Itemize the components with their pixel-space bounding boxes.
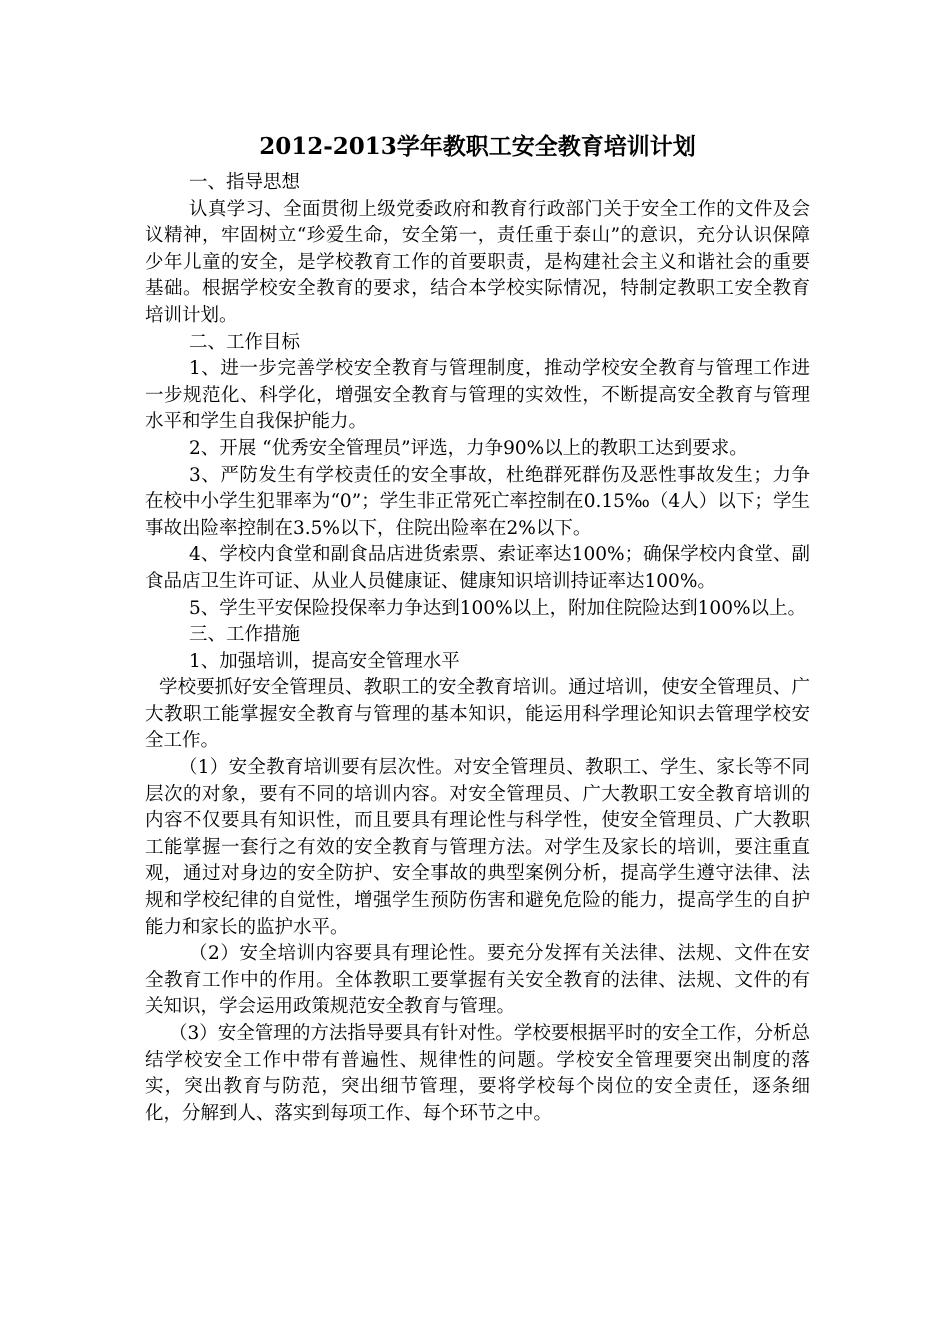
section-heading-work-measures: 三、工作措施 [189,624,301,646]
measure-heading-1: 1、加强培训，提高安全管理水平 [189,650,460,672]
goal-item-4: 4、学校内食堂和副食品店进货索票、索证率达100%；确保学校内食堂、副食品店卫生许可证、从业人员健康证、健康知识培训持证率达100%。 [145,544,810,592]
goal-item-5: 5、学生平安保险投保率力争达到100%以上，附加住院险达到100%以上。 [189,597,807,619]
document-title: 2012-2013学年教职工安全教育培训计划 [259,133,696,160]
goal-item-3: 3、严防发生有学校责任的安全事故，杜绝群死群伤及恶性事故发生；力争在校中小学生犯罪率为“0”；学生非正常死亡率控制在0.15‰（4人）以下；学生事故出险率控制在3.5%以下，住院出险率在2%以下。 [145,464,810,539]
guiding-ideology-paragraph: 认真学习、全面贯彻上级党委政府和教育行政部门关于安全工作的文件及会议精神，牢固树立“珍爱生命，安全第一，责任重于泰山”的意识，充分认识保障少年儿童的安全，是学校教育工作的首要职责，是构建社会主义和谐社会的重要基础。根据学校安全教育的要求，结合本学校实际情况，特制定教职工安全教育培训计划。 [145,198,810,326]
measure-1-subitem-2: （2）安全培训内容要具有理论性。要充分发挥有关法律、法规、文件在安全教育工作中的作用。全体教职工要掌握有关安全教育的法律、法规、文件的有关知识，学会运用政策规范安全教育与管理。 [145,943,810,1018]
section-heading-guiding-ideology: 一、指导思想 [189,172,301,193]
goal-item-2: 2、开展 “优秀安全管理员”评选，力争90%以上的教职工达到要求。 [189,437,748,459]
section-heading-work-goals: 二、工作目标 [189,331,301,353]
measure-1-intro-paragraph: 学校要抓好安全管理员、教职工的安全教育培训。通过培训，使安全管理员、广大教职工能掌握安全教育与管理的基本知识，能运用科学理论知识去管理学校安全工作。 [145,677,810,752]
document-page [145,130,810,1127]
goal-item-1: 1、进一步完善学校安全教育与管理制度，推动学校安全教育与管理工作进一步规范化、科学化，增强安全教育与管理的实效性，不断提高安全教育与管理水平和学生自我保护能力。 [145,358,810,433]
measure-1-subitem-3: （3）安全管理的方法指导要具有针对性。学校要根据平时的安全工作，分析总结学校安全工作中带有普遍性、规律性的问题。学校安全管理要突出制度的落实，突出教育与防范，突出细节管理，要将学校每个岗位的安全责任，逐条细化，分解到人、落实到每项工作、每个环节之中。 [145,1023,810,1124]
measure-1-subitem-1: （1）安全教育培训要有层次性。对安全管理员、教职工、学生、家长等不同层次的对象，要有不同的培训内容。对安全管理员、广大教职工安全教育培训的内容不仅要具有知识性，而且要具有理论性与科学性，使安全管理员、广大教职工能掌握一套行之有效的安全教育与管理方法。对学生及家长的培训，要注重直观，通过对身边的安全防护、安全事故的典型案例分析，提高学生遵守法律、法规和学校纪律的自觉性，增强学生预防伤害和避免危险的能力，提高学生的自护能力和家长的监护水平。 [145,757,810,938]
